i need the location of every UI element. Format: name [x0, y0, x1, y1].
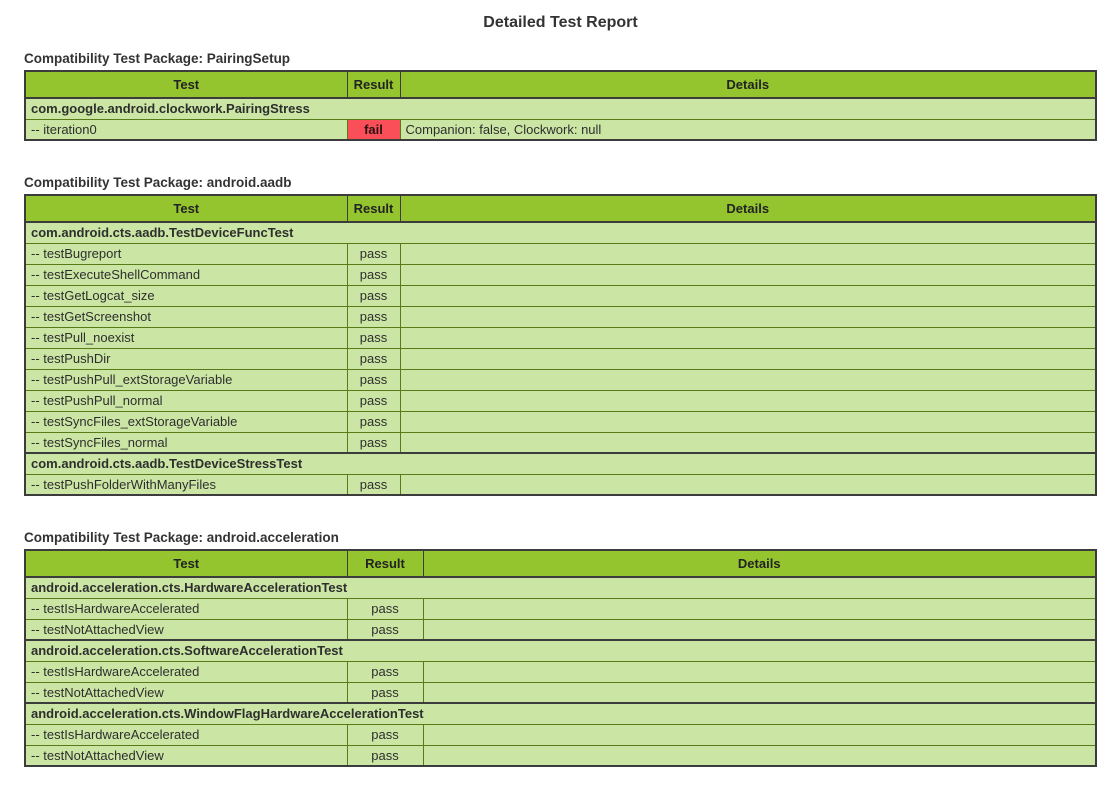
- section-row: [25, 703, 1096, 724]
- table-header: [25, 195, 1096, 222]
- result-cell: pass: [347, 598, 423, 619]
- test-row: [25, 411, 1096, 432]
- test-row: [25, 327, 1096, 348]
- result-cell: pass: [347, 306, 400, 327]
- header-row: [25, 550, 1096, 577]
- test-report-table: [24, 194, 1097, 496]
- details-cell: [423, 745, 1096, 766]
- test-row: [25, 619, 1096, 640]
- test-name-cell: -- testExecuteShellCommand: [25, 264, 347, 285]
- result-cell: pass: [347, 432, 400, 453]
- result-cell: pass: [347, 243, 400, 264]
- details-cell: [400, 369, 1096, 390]
- result-cell: pass: [347, 474, 400, 495]
- section-row: [25, 577, 1096, 598]
- column-header-result: Result: [347, 71, 400, 98]
- details-cell: [423, 661, 1096, 682]
- test-report-table: [24, 70, 1097, 141]
- result-cell: pass: [347, 390, 400, 411]
- details-cell: [400, 348, 1096, 369]
- details-cell: [400, 243, 1096, 264]
- test-name-cell: -- testIsHardwareAccelerated: [25, 724, 347, 745]
- details-cell: [423, 619, 1096, 640]
- test-row: [25, 243, 1096, 264]
- header-row: [25, 195, 1096, 222]
- details-cell: [400, 327, 1096, 348]
- result-cell: pass: [347, 411, 400, 432]
- table-header: [25, 71, 1096, 98]
- details-cell: [400, 285, 1096, 306]
- result-cell: pass: [347, 285, 400, 306]
- test-name-cell: -- iteration0: [25, 119, 347, 140]
- details-cell: [400, 432, 1096, 453]
- test-name-cell: -- testNotAttachedView: [25, 745, 347, 766]
- test-row: [25, 598, 1096, 619]
- package-heading: Compatibility Test Package: android.acceleration: [24, 530, 339, 545]
- test-section: [25, 577, 1096, 640]
- test-name-cell: -- testBugreport: [25, 243, 347, 264]
- result-cell: fail: [347, 119, 400, 140]
- test-row: [25, 724, 1096, 745]
- section-row: [25, 453, 1096, 474]
- test-name-cell: -- testGetLogcat_size: [25, 285, 347, 306]
- test-row: [25, 682, 1096, 703]
- details-cell: Companion: false, Clockwork: null: [400, 119, 1096, 140]
- column-header-details: Details: [423, 550, 1096, 577]
- result-cell: pass: [347, 745, 423, 766]
- test-row: [25, 348, 1096, 369]
- test-row: [25, 264, 1096, 285]
- package-heading: Compatibility Test Package: PairingSetup: [24, 51, 291, 66]
- details-cell: [400, 411, 1096, 432]
- package-heading: Compatibility Test Package: android.aadb: [24, 175, 292, 190]
- section-row: [25, 640, 1096, 661]
- test-row: [25, 119, 1096, 140]
- column-header-test: Test: [25, 550, 347, 577]
- details-cell: [423, 724, 1096, 745]
- test-row: [25, 745, 1096, 766]
- test-section: [25, 98, 1096, 140]
- details-cell: [423, 598, 1096, 619]
- table-header: [25, 550, 1096, 577]
- result-cell: pass: [347, 327, 400, 348]
- report-container: [24, 51, 1097, 767]
- details-cell: [400, 474, 1096, 495]
- result-cell: pass: [347, 619, 423, 640]
- column-header-test: Test: [25, 71, 347, 98]
- test-package: [24, 530, 1097, 767]
- details-cell: [400, 264, 1096, 285]
- test-section: [25, 640, 1096, 703]
- result-cell: pass: [347, 264, 400, 285]
- test-name-cell: -- testNotAttachedView: [25, 619, 347, 640]
- test-package: [24, 175, 1097, 496]
- test-name-cell: -- testPushPull_extStorageVariable: [25, 369, 347, 390]
- test-report-table: [24, 549, 1097, 767]
- test-name-cell: -- testSyncFiles_normal: [25, 432, 347, 453]
- test-section: [25, 703, 1096, 766]
- result-cell: pass: [347, 348, 400, 369]
- test-name-cell: -- testIsHardwareAccelerated: [25, 598, 347, 619]
- test-name-cell: -- testIsHardwareAccelerated: [25, 661, 347, 682]
- test-section: [25, 222, 1096, 453]
- test-row: [25, 474, 1096, 495]
- column-header-result: Result: [347, 550, 423, 577]
- header-row: [25, 71, 1096, 98]
- test-row: [25, 432, 1096, 453]
- test-row: [25, 306, 1096, 327]
- column-header-details: Details: [400, 71, 1096, 98]
- test-section: [25, 453, 1096, 495]
- section-name-cell: android.acceleration.cts.SoftwareAccelerationTest: [25, 640, 1096, 661]
- section-name-cell: com.google.android.clockwork.PairingStress: [25, 98, 1096, 119]
- details-cell: [423, 682, 1096, 703]
- test-name-cell: -- testPushDir: [25, 348, 347, 369]
- test-row: [25, 285, 1096, 306]
- test-name-cell: -- testGetScreenshot: [25, 306, 347, 327]
- test-name-cell: -- testPull_noexist: [25, 327, 347, 348]
- test-name-cell: -- testPushFolderWithManyFiles: [25, 474, 347, 495]
- section-row: [25, 98, 1096, 119]
- details-cell: [400, 306, 1096, 327]
- test-row: [25, 369, 1096, 390]
- test-row: [25, 390, 1096, 411]
- result-cell: pass: [347, 369, 400, 390]
- section-row: [25, 222, 1096, 243]
- test-name-cell: -- testNotAttachedView: [25, 682, 347, 703]
- result-cell: pass: [347, 661, 423, 682]
- test-name-cell: -- testSyncFiles_extStorageVariable: [25, 411, 347, 432]
- details-cell: [400, 390, 1096, 411]
- page-title: Detailed Test Report: [483, 14, 638, 31]
- result-cell: pass: [347, 682, 423, 703]
- section-name-cell: android.acceleration.cts.WindowFlagHardwareAccelerationTest: [25, 703, 1096, 724]
- test-name-cell: -- testPushPull_normal: [25, 390, 347, 411]
- test-package: [24, 51, 1097, 141]
- column-header-result: Result: [347, 195, 400, 222]
- column-header-details: Details: [400, 195, 1096, 222]
- test-row: [25, 661, 1096, 682]
- section-name-cell: com.android.cts.aadb.TestDeviceStressTest: [25, 453, 1096, 474]
- column-header-test: Test: [25, 195, 347, 222]
- section-name-cell: com.android.cts.aadb.TestDeviceFuncTest: [25, 222, 1096, 243]
- section-name-cell: android.acceleration.cts.HardwareAccelerationTest: [25, 577, 1096, 598]
- result-cell: pass: [347, 724, 423, 745]
